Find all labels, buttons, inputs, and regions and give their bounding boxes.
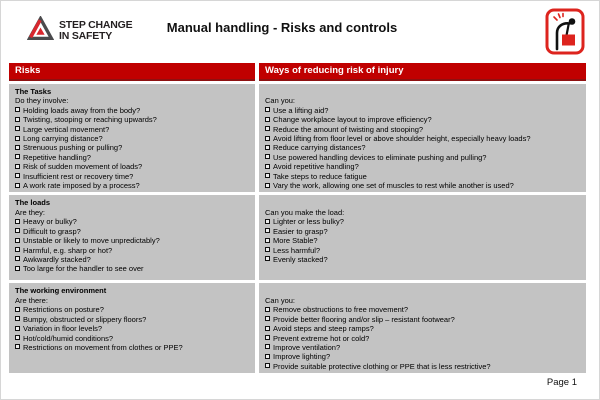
checklist-item: [265, 162, 580, 171]
controls-cell: [259, 283, 586, 373]
checklist-item-label: Restrictions on movement from clothes or PPE?: [23, 342, 183, 352]
checklist-item: [15, 255, 249, 264]
checklist-item-label: Heavy or bulky?: [23, 217, 77, 227]
risk-list: [15, 305, 249, 352]
risk-section-intro: Are there:: [15, 295, 48, 305]
checklist-item: [15, 324, 249, 333]
checkbox-icon: [15, 173, 20, 178]
checklist-item: [15, 181, 249, 190]
checkbox-icon: [15, 126, 20, 131]
step-change-logo: [27, 16, 132, 46]
checkbox-icon: [15, 154, 20, 159]
risk-list: [15, 217, 249, 273]
risks-cell: [9, 84, 255, 192]
checklist-item: [265, 172, 580, 181]
checklist-item-label: Strenuous pushing or pulling?: [23, 143, 123, 153]
table-section-row: [9, 283, 586, 373]
checklist-item: [15, 134, 249, 143]
control-section-heading: [265, 87, 580, 96]
step-change-triangle-icon: [27, 16, 54, 46]
checklist-item-label: Bumpy, obstructed or slippery floors?: [23, 314, 147, 324]
checklist-item-label: Avoid steps and steep ramps?: [273, 324, 374, 334]
checklist-item-label: Easier to grasp?: [273, 226, 328, 236]
checkbox-icon: [15, 256, 20, 261]
checkbox-icon: [15, 136, 20, 141]
checklist-item: [265, 305, 580, 314]
checklist-item-label: Insufficient rest or recovery time?: [23, 171, 134, 181]
checkbox-icon: [15, 307, 20, 312]
table-body: [9, 84, 586, 373]
control-section-intro: Can you make the load:: [265, 207, 345, 217]
checklist-item-label: Improve ventilation?: [273, 342, 341, 352]
checkbox-icon: [265, 335, 270, 340]
checklist-item: [265, 181, 580, 190]
checkbox-icon: [265, 307, 270, 312]
checklist-item-label: Take steps to reduce fatigue: [273, 171, 367, 181]
checklist-item: [265, 246, 580, 255]
checklist-item: [265, 217, 580, 226]
checklist-item: [15, 343, 249, 352]
checklist-item: [265, 106, 580, 115]
checklist-item: [265, 134, 580, 143]
checkbox-icon: [265, 219, 270, 224]
control-list: [265, 217, 580, 264]
risks-cell: [9, 283, 255, 373]
checkbox-icon: [15, 228, 20, 233]
control-section-intro: Can you:: [265, 295, 296, 305]
checklist-item: [15, 264, 249, 273]
manual-handling-lifting-icon: [545, 8, 585, 60]
checklist-item: [265, 362, 580, 371]
risk-controls-table: [9, 63, 586, 376]
controls-cell: [259, 84, 586, 192]
checkbox-icon: [15, 344, 20, 349]
checkbox-icon: [265, 164, 270, 169]
checklist-item: [265, 324, 580, 333]
checkbox-icon: [265, 228, 270, 233]
risk-section-heading: The Tasks: [15, 87, 52, 96]
checkbox-icon: [265, 344, 270, 349]
checklist-item: [265, 343, 580, 352]
control-list: [265, 305, 580, 371]
checklist-item-label: Awkwardly stacked?: [23, 254, 91, 264]
checkbox-icon: [15, 164, 20, 169]
checklist-item: [265, 125, 580, 134]
checklist-item: [15, 305, 249, 314]
checklist-item: [15, 162, 249, 171]
control-list: [265, 106, 580, 191]
checklist-item: [15, 227, 249, 236]
risk-section-heading: The working environment: [15, 286, 107, 296]
checklist-item: [265, 352, 580, 361]
checklist-item-label: Avoid lifting from floor level or above shoulder height, especially heavy loads?: [273, 134, 531, 144]
checklist-item-label: Avoid repetitive handling?: [273, 162, 359, 172]
checklist-item-label: Prevent extreme hot or cold?: [273, 333, 370, 343]
checklist-item: [265, 255, 580, 264]
checklist-item-label: Long carrying distance?: [23, 134, 103, 144]
risk-section-intro: Do they involve:: [15, 96, 69, 106]
checkbox-icon: [265, 238, 270, 243]
checklist-item-label: Remove obstructions to free movement?: [273, 305, 409, 315]
logo-wordmark: STEP CHANGE IN SAFETY: [59, 19, 133, 42]
checkbox-icon: [265, 173, 270, 178]
risk-section-intro: Are they:: [15, 207, 46, 217]
checklist-item-label: Provide suitable protective clothing or PPE that is less restrictive?: [273, 361, 491, 371]
checkbox-icon: [265, 107, 270, 112]
checkbox-icon: [15, 266, 20, 271]
checklist-item: [265, 236, 580, 245]
checkbox-icon: [265, 136, 270, 141]
checkbox-icon: [15, 117, 20, 122]
control-section-intro: Can you:: [265, 96, 296, 106]
checklist-item: [15, 125, 249, 134]
checklist-item: [265, 153, 580, 162]
checkbox-icon: [265, 363, 270, 368]
checkbox-icon: [265, 256, 270, 261]
column-header-controls: Ways of reducing risk of injury: [259, 63, 586, 81]
checklist-item-label: Improve lighting?: [273, 352, 331, 362]
table-section-row: [9, 84, 586, 192]
checklist-item: [15, 143, 249, 152]
checklist-item: [265, 143, 580, 152]
table-section-row: [9, 195, 586, 280]
checklist-item: [265, 334, 580, 343]
checklist-item: [15, 172, 249, 181]
controls-cell: [259, 195, 586, 280]
checklist-item-label: Twisting, stooping or reaching upwards?: [23, 115, 157, 125]
checklist-item-label: Variation in floor levels?: [23, 324, 103, 334]
checkbox-icon: [15, 145, 20, 150]
checklist-item-label: Unstable or likely to move unpredictably?: [23, 236, 160, 246]
checklist-item-label: Reduce the amount of twisting and stooping?: [273, 124, 424, 134]
checkbox-icon: [265, 247, 270, 252]
checklist-item-label: A work rate imposed by a process?: [23, 181, 140, 191]
checklist-item: [15, 334, 249, 343]
checkbox-icon: [265, 326, 270, 331]
checklist-item: [15, 115, 249, 124]
risk-section-heading: The loads: [15, 198, 51, 208]
checklist-item: [265, 115, 580, 124]
checklist-item-label: More Stable?: [273, 236, 318, 246]
column-header-risks: Risks: [9, 63, 255, 81]
checkbox-icon: [265, 354, 270, 359]
checklist-item-label: Use powered handling devices to eliminate pushing and pulling?: [273, 152, 487, 162]
checklist-item-label: Vary the work, allowing one set of muscles to rest while another is used?: [273, 181, 514, 191]
page-number: Page 1: [546, 377, 577, 388]
checkbox-icon: [265, 145, 270, 150]
checkbox-icon: [15, 183, 20, 188]
checklist-item-label: Risk of sudden movement of loads?: [23, 162, 143, 172]
checklist-item-label: Harmful, e.g. sharp or hot?: [23, 245, 113, 255]
checklist-item-label: Hot/cold/humid conditions?: [23, 333, 114, 343]
checkbox-icon: [265, 183, 270, 188]
page-title: Manual handling - Risks and controls: [166, 20, 398, 35]
checkbox-icon: [15, 335, 20, 340]
checkbox-icon: [15, 238, 20, 243]
control-section-heading: [265, 286, 580, 295]
checklist-item-label: Less harmful?: [273, 245, 321, 255]
checklist-item: [265, 227, 580, 236]
checklist-item-label: Provide better flooring and/or slip – resistant footwear?: [273, 314, 455, 324]
checkbox-icon: [265, 154, 270, 159]
checkbox-icon: [15, 326, 20, 331]
checklist-item: [15, 315, 249, 324]
checklist-item-label: Lighter or less bulky?: [273, 217, 344, 227]
checkbox-icon: [15, 247, 20, 252]
checkbox-icon: [15, 219, 20, 224]
checkbox-icon: [265, 316, 270, 321]
checklist-item: [265, 315, 580, 324]
checklist-item-label: Restrictions on posture?: [23, 305, 104, 315]
checkbox-icon: [15, 316, 20, 321]
checkbox-icon: [15, 107, 20, 112]
checklist-item-label: Reduce carrying distances?: [273, 143, 366, 153]
checkbox-icon: [265, 117, 270, 122]
checklist-item: [15, 236, 249, 245]
risk-list: [15, 106, 249, 191]
checklist-item: [15, 217, 249, 226]
risks-cell: [9, 195, 255, 280]
checklist-item: [15, 153, 249, 162]
checklist-item-label: Holding loads away from the body?: [23, 105, 141, 115]
table-header-row: [9, 63, 586, 81]
checklist-item-label: Evenly stacked?: [273, 254, 328, 264]
checkbox-icon: [265, 126, 270, 131]
control-section-heading: [265, 198, 580, 207]
checklist-item: [15, 246, 249, 255]
checklist-item-label: Large vertical movement?: [23, 124, 110, 134]
checklist-item-label: Too large for the handler to see over: [23, 264, 144, 274]
checklist-item-label: Change workplace layout to improve efficiency?: [273, 115, 432, 125]
checklist-item-label: Difficult to grasp?: [23, 226, 81, 236]
checklist-item: [15, 106, 249, 115]
checklist-item-label: Repetitive handling?: [23, 152, 91, 162]
checklist-item-label: Use a lifting aid?: [273, 105, 329, 115]
